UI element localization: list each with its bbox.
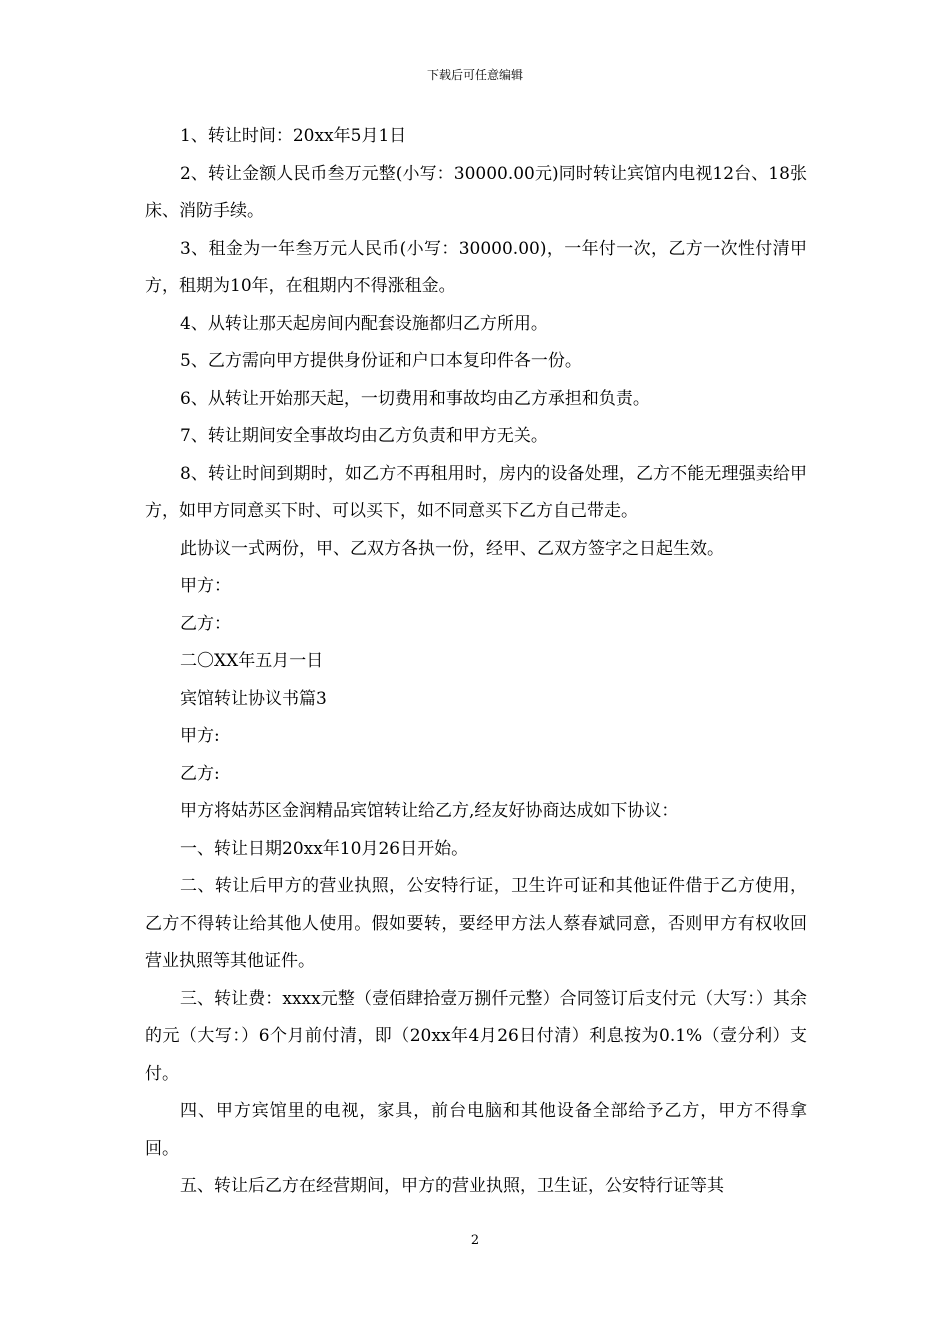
paragraph: 7、转让期间安全事故均由乙方负责和甲方无关。: [180, 426, 548, 446]
paragraph: 4、从转让那天起房间内配套设施都归乙方所用。: [180, 313, 548, 334]
paragraph: 四、甲方宾馆里的电视，家具，前台电脑和其他设备全部给予乙方，甲方不得拿回。: [145, 1101, 807, 1159]
signature-party-a: 甲方：: [180, 576, 231, 596]
party-b-label: 乙方:: [180, 763, 220, 784]
paragraph: 1、转让时间：20xx年5月1日: [180, 126, 407, 146]
paragraph: 三、转让费：xxxx元整（壹佰肆拾壹万捌仟元整）合同签订后支付元（大写：）其余的元（大写：）6个月前付清，即（20xx年4月26日付清）利息按为0.1%（壹分利）支付。: [145, 988, 807, 1084]
paragraph: 一、转让日期20xx年10月26日开始。: [180, 838, 469, 859]
paragraph: 8、转让时间到期时，如乙方不再租用时，房内的设备处理，乙方不能无理强卖给甲方，如甲方同意买下时、可以买下，如不同意买下乙方自己带走。: [145, 463, 807, 521]
header-note: 下载后可任意编辑: [426, 68, 523, 82]
paragraph: 五、转让后乙方在经营期间，甲方的营业执照，卫生证，公安特行证等其: [180, 1176, 724, 1196]
signature-party-b: 乙方：: [180, 613, 231, 634]
party-a-label: 甲方:: [180, 726, 220, 746]
paragraph: 甲方将姑苏区金润精品宾馆转让给乙方,经友好协商达成如下协议：: [180, 801, 679, 821]
section-title: 宾馆转让协议书篇3: [180, 688, 327, 709]
document-body: [145, 118, 807, 1206]
paragraph: 2、转让金额人民币叁万元整(小写：30000.00元)同时转让宾馆内电视12台、18张床、消防手续。: [145, 163, 807, 221]
paragraph: 6、从转让开始那天起，一切费用和事故均由乙方承担和负责。: [180, 388, 650, 409]
paragraph: 二、转让后甲方的营业执照，公安特行证，卫生许可证和其他证件借于乙方使用，乙方不得转让给其他人使用。假如要转，要经甲方法人蔡春斌同意，否则甲方有权收回营业执照等其他证件。: [145, 876, 807, 971]
signature-date: 二〇XX年五月一日: [180, 651, 324, 671]
page-number: 2: [470, 1233, 480, 1248]
paragraph: 5、乙方需向甲方提供身份证和户口本复印件各一份。: [180, 351, 582, 371]
paragraph: 此协议一式两份，甲、乙双方各执一份，经甲、乙双方签字之日起生效。: [180, 538, 724, 559]
paragraph: 3、租金为一年叁万元人民币(小写：30000.00)，一年付一次，乙方一次性付清甲方，租期为10年，在租期内不得涨租金。: [145, 238, 807, 296]
